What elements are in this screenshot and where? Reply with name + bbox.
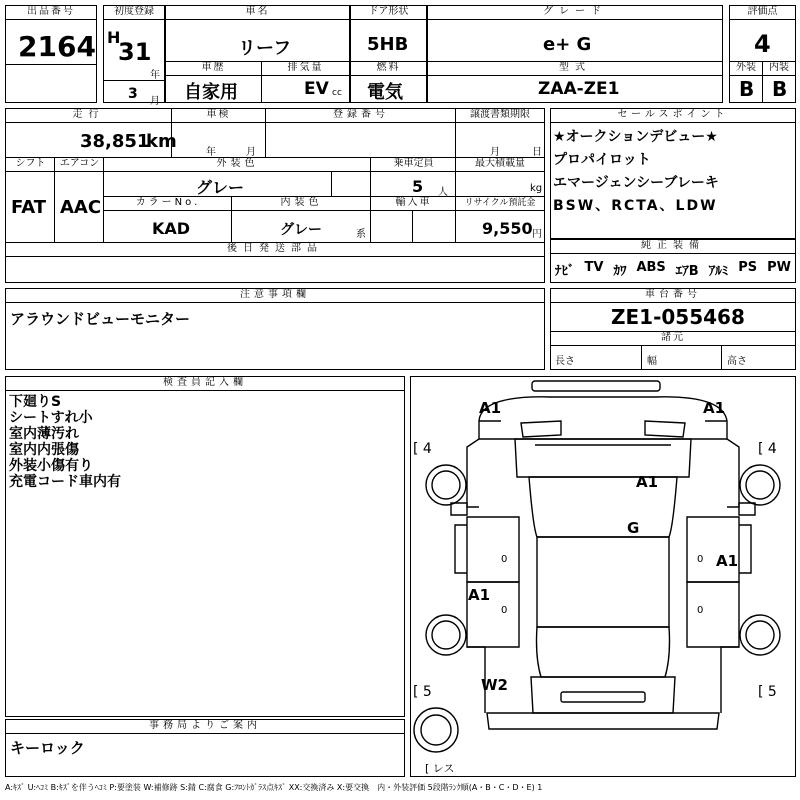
transfer-label: 譲渡書類期限 (456, 109, 544, 123)
spare-tire-label: [ レス (425, 762, 455, 775)
inspector-line: 充電コード車内有 (9, 474, 121, 490)
grade-value: e+ G (543, 34, 592, 55)
inspector-label: 検査員記入欄 (6, 377, 404, 391)
mark-front-right: A1 (703, 399, 726, 417)
equipment-item: PS (738, 260, 758, 275)
registration-year: 31 (118, 38, 152, 66)
car-diagram-box (410, 376, 796, 777)
legend-text: A:ｷｽﾞ U:ﾍｺﾐ B:ｷｽﾞを伴うﾍｺﾐ P:要塗装 W:補修跡 S:錆 C:腐食 G:ﾌﾛﾝﾄｶﾞﾗｽ点ｷｽﾞ XX:交換済み X:要交換 内・外装評価 5段階ﾗﾝｸ順(A・B・C・D・E) 1 (5, 783, 543, 792)
displacement-label: 排気量 (262, 62, 349, 76)
inspection-label: 車検 (171, 109, 266, 123)
score-value: 4 (754, 30, 771, 58)
displacement-box (261, 61, 350, 103)
exterior-box (729, 61, 763, 103)
fuel-label: 燃料 (351, 62, 426, 76)
car-name-label: 車名 (166, 6, 349, 20)
equipment-item: ｴｱB (675, 264, 699, 279)
transfer-month-unit: 月 (490, 147, 500, 158)
car-name-box (165, 5, 350, 62)
chassis-value: ZE1-055468 (611, 305, 745, 329)
door-label: ドア形状 (351, 6, 426, 20)
displacement-unit: cc (332, 88, 342, 98)
registration-month: 3 (128, 86, 138, 102)
notes-label: 注意事項欄 (6, 289, 544, 303)
int-color-unit: 系 (356, 229, 366, 240)
lot-number-box (5, 5, 97, 103)
capacity-value: 5 (412, 177, 424, 196)
zero-mark: 0 (501, 554, 508, 565)
mark-rear: W2 (481, 676, 508, 694)
mark-windshield: G (627, 519, 640, 537)
equipment-item: PW (767, 260, 791, 275)
model-label: 型式 (428, 62, 722, 76)
tire-rear-right: [ 5 (758, 684, 777, 700)
sales-points-list (553, 129, 719, 214)
equipment-item: ｱﾙﾐ (708, 264, 729, 279)
lot-number-value: 2164 (18, 30, 96, 63)
history-value: 自家用 (184, 82, 238, 103)
zero-mark: 0 (697, 554, 704, 565)
equipment-label: 純正装備 (551, 240, 795, 254)
equipment-item: TV (584, 260, 604, 275)
color-value: グレー (196, 178, 245, 197)
transfer-day-unit: 日 (532, 147, 542, 158)
load-label: 最大積載量 (456, 158, 544, 172)
zero-mark: 0 (697, 605, 704, 616)
details-box (5, 108, 545, 283)
grade-label: グレード (428, 6, 722, 20)
dims-label: 諸元 (551, 331, 795, 346)
chassis-box (550, 288, 796, 370)
door-box (350, 5, 427, 62)
displacement-value: EV (304, 79, 329, 99)
equipment-box (550, 239, 796, 283)
inspection-month-unit: 月 (246, 147, 256, 158)
mileage-unit: km (146, 131, 177, 152)
sales-point-line: BSW、RCTA、LDW (553, 198, 718, 214)
exterior-label: 外装 (730, 62, 762, 76)
sales-point-line: ★オークションデビュー★ (553, 129, 718, 145)
zero-mark: 0 (501, 605, 508, 616)
inspector-line: 室内内張傷 (9, 442, 79, 458)
recycle-value: 9,550 (482, 219, 533, 238)
car-name-value: リーフ (238, 38, 292, 59)
import-label: 輸入車 (371, 197, 456, 211)
tire-rear-left: [ 5 (413, 684, 432, 700)
reg-no-label: 登録番号 (266, 109, 456, 123)
color-no-value: KAD (152, 219, 191, 238)
sales-points-box (550, 108, 796, 239)
inspector-line: 下廻りS (9, 394, 62, 410)
mark-left-rear: A1 (468, 586, 491, 604)
equipment-item: ｶﾜ (613, 264, 627, 279)
exterior-value: B (739, 77, 755, 101)
office-label: 事務局よりご案内 (6, 720, 404, 734)
sales-points-label: セールスポイント (551, 109, 795, 123)
later-parts-label: 後日発送部品 (6, 243, 544, 257)
first-registration-box (103, 5, 165, 107)
interior-label: 内装 (763, 62, 795, 76)
inspection-year-unit: 年 (206, 147, 216, 158)
mark-right-door: A1 (716, 552, 739, 570)
recycle-unit: 円 (532, 229, 542, 240)
sales-point-line: プロパイロット (553, 152, 651, 168)
capacity-label: 乗車定員 (371, 158, 456, 172)
load-unit: kg (530, 183, 543, 194)
notes-text: アラウンドビューモニター (10, 310, 191, 328)
equipment-list (555, 260, 791, 279)
era-letter: H (107, 28, 121, 47)
chassis-label: 車台番号 (551, 289, 795, 303)
year-unit: 年 (150, 70, 160, 81)
fuel-box (350, 61, 427, 103)
model-box (427, 61, 723, 103)
fuel-value: 電気 (367, 82, 403, 103)
mark-roof: A1 (636, 473, 659, 491)
lot-number-label: 出品番号 (6, 6, 96, 20)
capacity-unit: 人 (438, 187, 448, 198)
history-label: 車歴 (166, 62, 261, 76)
model-value: ZAA-ZE1 (538, 79, 620, 99)
inspector-line: シートすれ小 (9, 410, 93, 426)
month-unit: 月 (150, 96, 160, 107)
color-no-label: カラーNo. (104, 197, 232, 211)
length-label: 長さ (555, 356, 575, 367)
int-color-label: 内装色 (232, 197, 371, 211)
first-registration-label: 初度登録 (104, 6, 164, 20)
office-box (5, 719, 405, 777)
recycle-label: リサイクル預託金 (456, 197, 544, 211)
height-label: 高さ (727, 356, 747, 367)
mileage-label: 走行 (6, 109, 171, 123)
tire-front-right: [ 4 (758, 441, 777, 457)
equipment-item: ABS (636, 260, 666, 275)
sales-point-line: エマージェンシーブレーキ (553, 175, 719, 191)
ac-value: AAC (60, 197, 102, 218)
score-label: 評価点 (730, 6, 795, 20)
grade-box (427, 5, 723, 62)
office-text: キーロック (10, 739, 85, 757)
inspector-line: 外装小傷有り (9, 458, 93, 474)
inspector-list (9, 394, 121, 490)
equipment-item: ﾅﾋﾞ (555, 264, 575, 279)
shift-value: FAT (11, 197, 47, 218)
color-label: 外装色 (104, 158, 371, 172)
interior-box (762, 61, 796, 103)
mark-front-left: A1 (479, 399, 502, 417)
car-diagram (411, 377, 795, 776)
int-color-value: グレー (280, 222, 322, 238)
history-box (165, 61, 262, 103)
score-box (729, 5, 796, 62)
mileage-value: 38,851 (80, 131, 150, 152)
door-value: 5HB (367, 34, 409, 55)
interior-value: B (772, 77, 788, 101)
width-label: 幅 (647, 356, 657, 367)
ac-label: エアコン (55, 158, 104, 172)
inspector-line: 室内薄汚れ (9, 426, 79, 442)
shift-label: シフト (6, 158, 55, 172)
notes-box (5, 288, 545, 370)
tire-front-left: [ 4 (413, 441, 432, 457)
inspector-box (5, 376, 405, 717)
